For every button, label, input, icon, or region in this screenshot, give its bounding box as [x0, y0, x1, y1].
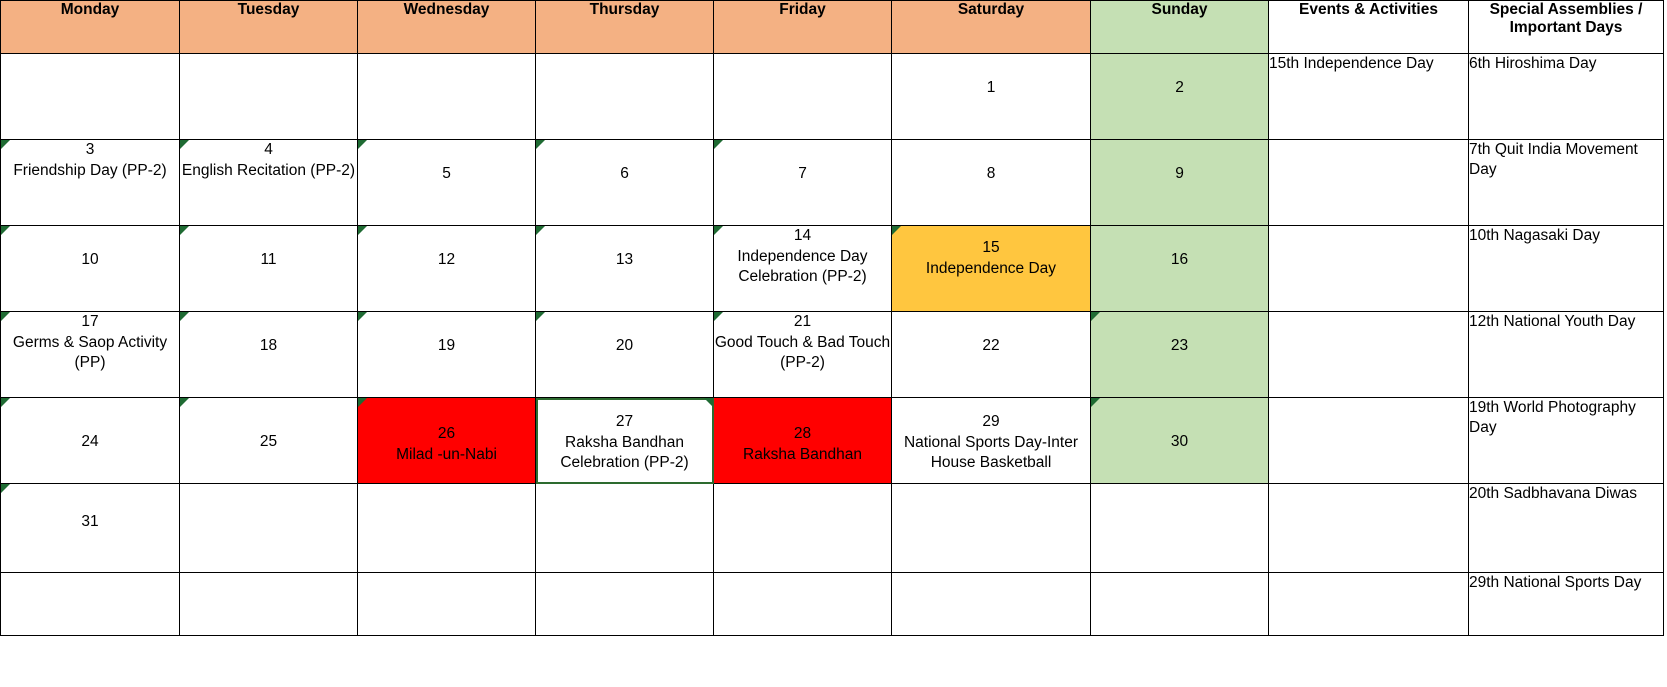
- assemblies-cell[interactable]: 7th Quit India Movement Day: [1469, 140, 1664, 226]
- day-number: 30: [1170, 433, 1189, 450]
- column-header-monday: Monday: [1, 1, 180, 54]
- calendar-day-cell[interactable]: [1, 398, 180, 484]
- calendar-day-cell[interactable]: [180, 484, 358, 573]
- events-cell[interactable]: [1269, 140, 1469, 226]
- day-number: 12: [437, 251, 456, 268]
- events-cell[interactable]: [1269, 484, 1469, 573]
- day-event: Milad -un-Nabi: [396, 445, 497, 463]
- calendar-day-cell[interactable]: [714, 484, 892, 573]
- calendar-day-cell[interactable]: [714, 140, 892, 226]
- calendar-day-cell[interactable]: [358, 573, 536, 636]
- day-event: Good Touch & Bad Touch (PP-2): [714, 333, 891, 372]
- day-number: 18: [259, 337, 278, 354]
- calendar-day-cell[interactable]: [1, 54, 180, 140]
- day-number: 16: [1170, 251, 1189, 268]
- day-event: Raksha Bandhan Celebration (PP-2): [560, 433, 689, 472]
- calendar-day-cell-holiday[interactable]: [714, 398, 892, 484]
- column-header-wednesday: Wednesday: [358, 1, 536, 54]
- day-event: Friendship Day (PP-2): [13, 161, 167, 179]
- events-cell[interactable]: [1269, 573, 1469, 636]
- day-number: 14: [793, 227, 812, 244]
- calendar-week-row: [1, 573, 1664, 636]
- calendar-week-row: [1, 54, 1664, 140]
- calendar-week-row: [1, 484, 1664, 573]
- calendar-week-row: [1, 312, 1664, 398]
- calendar-day-cell[interactable]: [714, 226, 892, 312]
- day-number: 19: [437, 337, 456, 354]
- day-number: 13: [615, 251, 634, 268]
- assemblies-cell[interactable]: 29th National Sports Day: [1469, 573, 1664, 636]
- calendar-day-cell-sunday[interactable]: [1091, 54, 1269, 140]
- day-number: 1: [986, 79, 996, 96]
- calendar-day-cell[interactable]: [892, 140, 1091, 226]
- calendar-day-cell[interactable]: [714, 573, 892, 636]
- day-number: 9: [1175, 165, 1184, 182]
- column-header-tuesday: Tuesday: [180, 1, 358, 54]
- column-header-assemblies: Special Assemblies / Important Days: [1469, 1, 1664, 54]
- day-number: 25: [259, 433, 278, 450]
- assemblies-cell[interactable]: 12th National Youth Day: [1469, 312, 1664, 398]
- day-number: 2: [1175, 79, 1184, 96]
- day-event: Independence Day Celebration (PP-2): [737, 247, 868, 286]
- column-header-events: Events & Activities: [1269, 1, 1469, 54]
- calendar-day-cell-sunday[interactable]: [1091, 312, 1269, 398]
- day-number: 17: [81, 313, 99, 330]
- day-number: 8: [986, 165, 996, 182]
- calendar-day-cell[interactable]: [714, 312, 892, 398]
- calendar-week-row: [1, 140, 1664, 226]
- calendar-day-cell[interactable]: [892, 54, 1091, 140]
- day-number: 21: [793, 313, 812, 330]
- assemblies-cell[interactable]: 20th Sadbhavana Diwas: [1469, 484, 1664, 573]
- calendar-day-cell-holiday[interactable]: [358, 398, 536, 484]
- calendar-day-cell-sunday[interactable]: [1091, 573, 1269, 636]
- calendar-day-cell-sunday[interactable]: [1091, 484, 1269, 573]
- column-header-saturday: Saturday: [892, 1, 1091, 54]
- calendar-day-cell[interactable]: [358, 54, 536, 140]
- calendar-day-cell[interactable]: [536, 484, 714, 573]
- day-event: Independence Day: [925, 259, 1057, 277]
- calendar-day-cell[interactable]: [536, 54, 714, 140]
- calendar-day-cell[interactable]: [892, 312, 1091, 398]
- calendar-day-cell-sunday[interactable]: [1091, 226, 1269, 312]
- day-number: 15: [982, 239, 1000, 256]
- calendar-day-cell[interactable]: [1, 226, 180, 312]
- calendar-day-cell[interactable]: [358, 484, 536, 573]
- calendar-day-cell[interactable]: [358, 140, 536, 226]
- calendar-day-cell[interactable]: [536, 226, 714, 312]
- column-header-thursday: Thursday: [536, 1, 714, 54]
- calendar-day-cell[interactable]: [536, 398, 714, 484]
- day-number: 23: [1170, 337, 1189, 354]
- calendar-header-row: [1, 1, 1664, 54]
- assemblies-cell[interactable]: 19th World Photography Day: [1469, 398, 1664, 484]
- events-cell[interactable]: 15th Independence Day: [1269, 54, 1469, 140]
- day-number: 7: [798, 165, 807, 182]
- calendar-day-cell[interactable]: [892, 573, 1091, 636]
- calendar-day-cell[interactable]: [536, 312, 714, 398]
- calendar-day-cell[interactable]: [180, 140, 358, 226]
- column-header-sunday: Sunday: [1091, 1, 1269, 54]
- day-number: 5: [442, 165, 451, 182]
- day-number: 31: [81, 513, 99, 530]
- calendar-day-cell[interactable]: [536, 573, 714, 636]
- day-number: 22: [982, 337, 1000, 354]
- day-number: 27: [615, 413, 634, 430]
- calendar-day-cell[interactable]: [358, 226, 536, 312]
- calendar-day-cell[interactable]: [180, 226, 358, 312]
- calendar-day-cell[interactable]: [1, 312, 180, 398]
- day-event: Raksha Bandhan: [743, 445, 862, 463]
- calendar-day-cell[interactable]: [892, 398, 1091, 484]
- day-event: English Recitation (PP-2): [181, 161, 356, 179]
- calendar-day-cell[interactable]: [180, 312, 358, 398]
- day-number: 20: [615, 337, 634, 354]
- calendar-day-cell[interactable]: [358, 312, 536, 398]
- day-number: 28: [793, 425, 812, 442]
- calendar-week-row: [1, 398, 1664, 484]
- calendar-day-cell[interactable]: [180, 398, 358, 484]
- calendar-day-cell-sunday[interactable]: [1091, 140, 1269, 226]
- day-number: 29: [982, 413, 1000, 430]
- day-number: 4: [264, 141, 273, 158]
- calendar-day-cell[interactable]: [714, 54, 892, 140]
- calendar-day-cell-holiday[interactable]: [892, 226, 1091, 312]
- events-cell[interactable]: [1269, 312, 1469, 398]
- assemblies-cell[interactable]: 10th Nagasaki Day: [1469, 226, 1664, 312]
- column-header-friday: Friday: [714, 1, 892, 54]
- calendar-day-cell[interactable]: [892, 484, 1091, 573]
- day-number: 3: [85, 141, 95, 158]
- day-number: 10: [81, 251, 99, 268]
- day-event: Germs & Saop Activity (PP): [12, 333, 168, 372]
- events-cell[interactable]: [1269, 398, 1469, 484]
- day-number: 11: [260, 251, 277, 268]
- calendar-day-cell-sunday[interactable]: [1091, 398, 1269, 484]
- day-event: National Sports Day-Inter House Basketball: [903, 433, 1079, 472]
- assemblies-cell[interactable]: 6th Hiroshima Day: [1469, 54, 1664, 140]
- day-number: 6: [620, 165, 629, 182]
- calendar-day-cell[interactable]: [1, 573, 180, 636]
- events-cell[interactable]: [1269, 226, 1469, 312]
- calendar-day-cell[interactable]: [1, 140, 180, 226]
- day-number: 24: [81, 433, 99, 450]
- calendar-day-cell[interactable]: [536, 140, 714, 226]
- calendar-day-cell[interactable]: [180, 54, 358, 140]
- day-number: 26: [437, 425, 456, 442]
- calendar-day-cell[interactable]: [180, 573, 358, 636]
- calendar-week-row: [1, 226, 1664, 312]
- calendar-day-cell[interactable]: [1, 484, 180, 573]
